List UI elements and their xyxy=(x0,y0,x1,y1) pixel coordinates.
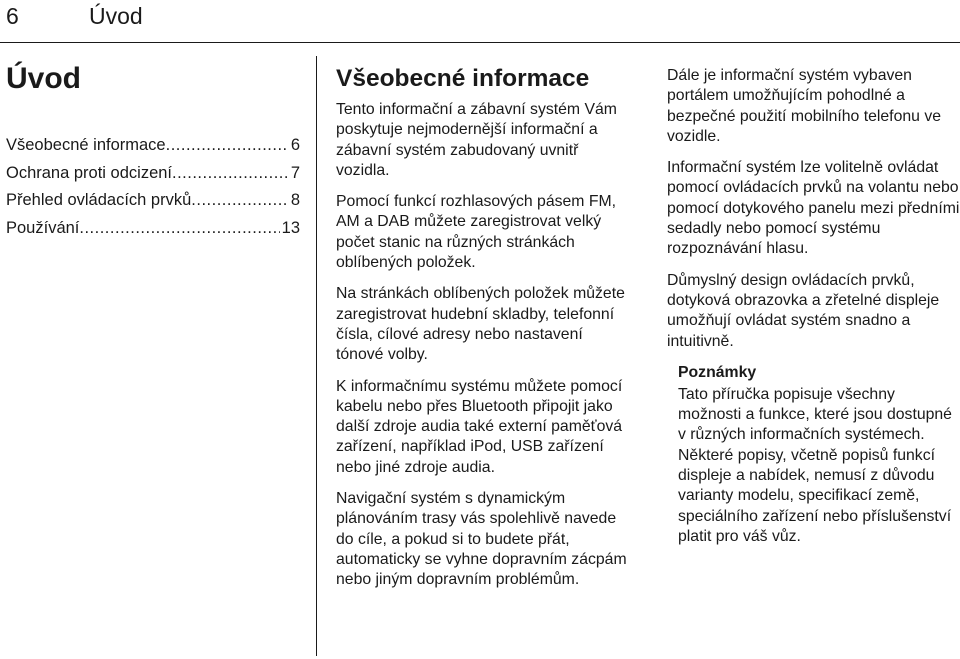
note-title: Poznámky xyxy=(678,363,757,381)
chapter-title: Úvod xyxy=(6,62,81,95)
toc-item-prehled-ovladacich-prvku[interactable] xyxy=(6,191,300,219)
header-divider xyxy=(0,42,960,43)
toc-leader-dots xyxy=(166,136,289,155)
running-title: Úvod xyxy=(89,3,143,29)
toc-item-page: 7 xyxy=(290,163,300,182)
paragraph: Důmyslný design ovládacích prvků, dotyková obrazovka a zřetelné displeje umožňují ovládat systém snadno a intuitivně. xyxy=(667,271,940,350)
right-column xyxy=(667,66,960,547)
paragraph: Pomocí funkcí rozhlasových pásem FM, AM a DAB můžete zaregistrovat velký počet stanic na různých stránkách oblíbených položek. xyxy=(336,193,617,272)
column-divider xyxy=(316,56,317,656)
table-of-contents xyxy=(6,136,300,246)
section-column xyxy=(336,64,634,602)
toc-item-label: Ochrana proti odcizení xyxy=(6,163,173,182)
paragraph: K informačnímu systému můžete pomocí kabelu nebo přes Bluetooth připojit jako další zdroje audia také externí paměťová zařízení, například iPod, USB zařízení nebo jiné zdroje audia. xyxy=(336,377,623,476)
toc-leader-dots xyxy=(172,164,289,183)
paragraph: Tento informační a zábavní systém Vám poskytuje nejmodernější informační a zábavní systém zabudovaný uvnitř vozidla. xyxy=(336,101,617,179)
page-header xyxy=(0,0,960,42)
section-heading: Všeobecné informace xyxy=(336,65,590,92)
toc-item-pouzivani[interactable] xyxy=(6,219,300,247)
toc-item-ochrana-proti-odcizeni[interactable] xyxy=(6,164,300,192)
toc-item-vseobecne-informace[interactable] xyxy=(6,136,300,164)
toc-item-label: Všeobecné informace xyxy=(6,136,166,154)
paragraph: Informační systém lze volitelně ovládat pomocí ovládacích prvků na volantu nebo pomocí dotykového panelu mezi předními sedadly nebo pomocí systému rozpoznávání hlasu. xyxy=(667,159,960,258)
toc-item-page: 6 xyxy=(290,136,300,154)
note-box xyxy=(678,363,960,547)
paragraph: Na stránkách oblíbených položek můžete zaregistrovat hudební skladby, telefonní čísla, cílové adresy nebo nastavení tónové volby. xyxy=(336,285,625,364)
note-text: Tato příručka popisuje všechny možnosti a funkce, které jsou dostupné v různých informačních systémech. Některé popisy, včetně popisů funkcí displeje a nabídek, nemusí z důvodu varianty modelu, specifikací země, speciálního zařízení nebo příslušenství platit pro váš vůz. xyxy=(678,385,952,545)
paragraph: Navigační systém s dynamickým plánováním trasy vás spolehlivě navede do cíle, a pokud si to budete přát, automaticky se vyhne dopravním zácpám nebo jiným dopravním problémům. xyxy=(336,490,627,589)
toc-item-page: 8 xyxy=(290,191,300,209)
toc-item-label: Přehled ovládacích prvků xyxy=(6,191,192,209)
page-number: 6 xyxy=(6,3,19,29)
toc-item-label: Používání xyxy=(6,218,80,237)
chapter-column xyxy=(6,62,300,246)
toc-leader-dots xyxy=(191,191,289,210)
toc-leader-dots xyxy=(79,219,279,238)
paragraph: Dále je informační systém vybaven portálem umožňujícím pohodlné a bezpečné použití mobilního telefonu ve vozidle. xyxy=(667,67,942,145)
toc-item-page: 13 xyxy=(281,218,300,237)
